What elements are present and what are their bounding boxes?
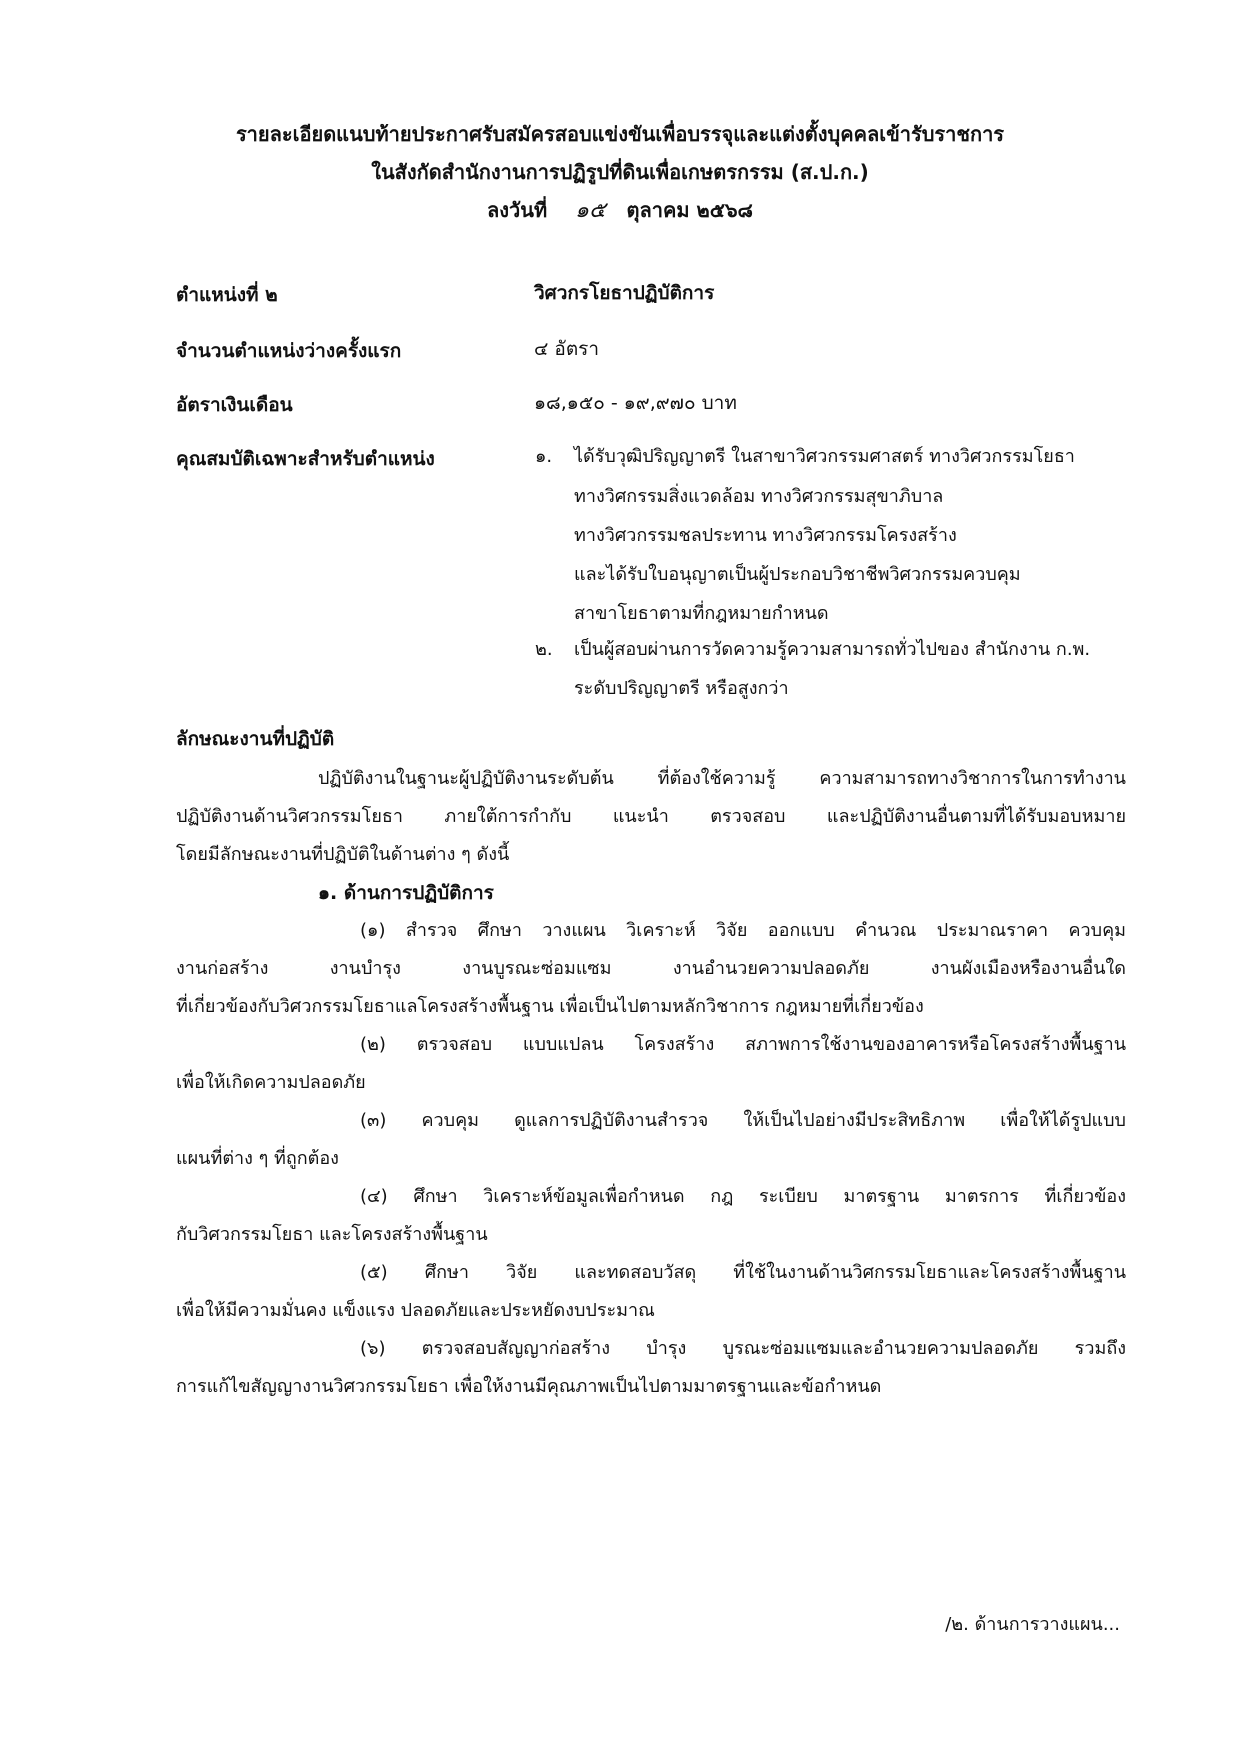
salary-label: อัตราเงินเดือน — [176, 394, 293, 416]
qualification-2-line: ระดับปริญญาตรี หรือสูงกว่า — [574, 678, 789, 699]
date-day-handwritten: ๑๕ — [575, 198, 606, 223]
duty-item-4: (๔) ศึกษา วิเคราะห์ข้อมูลเพื่อกำหนด กฎ ระเบียบ มาตรฐาน มาตรการ ที่เกี่ยวข้อง — [360, 1186, 1126, 1207]
section-1-heading: ๑. ด้านการปฏิบัติการ — [318, 882, 494, 904]
job-description-heading: ลักษณะงานที่ปฏิบัติ — [176, 728, 335, 750]
duty-item-5-cont: เพื่อให้มีความมั่นคง แข็งแรง ปลอดภัยและประหยัดงบประมาณ — [176, 1300, 655, 1321]
header-title-line1: รายละเอียดแนบท้ายประกาศรับสมัครสอบแข่งขันเพื่อบรรจุและแต่งตั้งบุคคลเข้ารับราชการ — [235, 122, 1005, 146]
position-label: ตำแหน่งที่ ๒ — [176, 284, 278, 306]
qualification-1-line: ทางวิศวกรรมชลประทาน ทางวิศวกรรมโครงสร้าง — [574, 525, 957, 546]
duty-item-1: (๑) สำรวจ ศึกษา วางแผน วิเคราะห์ วิจัย ออกแบบ คำนวณ ประมาณราคา ควบคุม — [360, 920, 1126, 941]
qualification-1-line: ทางวิศกรรมสิ่งแวดล้อม ทางวิศวกรรมสุขาภิบาล — [574, 486, 944, 507]
duty-item-6: (๖) ตรวจสอบสัญญาก่อสร้าง บำรุง บูรณะซ่อมแซมและอำนวยความปลอดภัย รวมถึง — [360, 1338, 1126, 1359]
qualification-1-line: และได้รับใบอนุญาตเป็นผู้ประกอบวิชาชีพวิศวกรรมควบคุม — [574, 564, 1021, 585]
duty-item-1-cont: งานก่อสร้าง งานบำรุง งานบูรณะซ่อมแซม งานอำนวยความปลอดภัย งานผังเมืองหรืองานอื่นใด — [176, 958, 1126, 979]
intro-line: ปฏิบัติงานด้านวิศวกรรมโยธา ภายใต้การกำกับ แนะนำ ตรวจสอบ และปฏิบัติงานอื่นตามที่ได้รับมอบหมาย — [176, 806, 1126, 827]
duty-item-4-cont: กับวิศวกรรมโยธา และโครงสร้างพื้นฐาน — [176, 1224, 488, 1245]
date-month-year: ตุลาคม ๒๕๖๘ — [626, 198, 753, 222]
header-title-line2: ในสังกัดสำนักงานการปฏิรูปที่ดินเพื่อเกษตรกรรม (ส.ป.ก.) — [371, 160, 869, 184]
duty-item-5: (๕) ศึกษา วิจัย และทดสอบวัสดุ ที่ใช้ในงานด้านวิศกรรมโยธาและโครงสร้างพื้นฐาน — [360, 1262, 1126, 1283]
salary-value: ๑๘,๑๕๐ - ๑๙,๙๗๐ บาท — [534, 392, 737, 414]
qualification-1-line: ได้รับวุฒิปริญญาตรี ในสาขาวิศวกรรมศาสตร์ ทางวิศวกรรมโยธา — [574, 446, 1075, 467]
page-continuation: /๒. ด้านการวางแผน... — [945, 1614, 1120, 1635]
duty-item-3: (๓) ควบคุม ดูแลการปฏิบัติงานสำรวจ ให้เป็นไปอย่างมีประสิทธิภาพ เพื่อให้ได้รูปแบบ — [360, 1110, 1126, 1131]
duty-item-1-cont: ที่เกี่ยวข้องกับวิศวกรรมโยธาแลโครงสร้างพื้นฐาน เพื่อเป็นไปตามหลักวิชาการ กฎหมายที่เกี่ยวข้อง — [176, 996, 924, 1017]
qualifications-label: คุณสมบัติเฉพาะสำหรับตำแหน่ง — [176, 448, 435, 470]
vacancies-value: ๔ อัตรา — [534, 338, 600, 360]
vacancies-label: จำนวนตำแหน่งว่างครั้งแรก — [176, 340, 402, 362]
date-prefix: ลงวันที่ — [487, 198, 548, 222]
qualification-1-line: สาขาโยธาตามที่กฎหมายกำหนด — [574, 603, 829, 624]
intro-line: โดยมีลักษณะงานที่ปฏิบัติในด้านต่าง ๆ ดังนี้ — [176, 844, 510, 865]
qualification-2-number: ๒. — [535, 639, 553, 660]
intro-line: ปฏิบัติงานในฐานะผู้ปฏิบัติงานระดับต้น ที่ต้องใช้ความรู้ ความสามารถทางวิชาการในการทำงาน — [318, 768, 1126, 789]
position-value: วิศวกรโยธาปฏิบัติการ — [534, 282, 715, 304]
qualification-2-line: เป็นผู้สอบผ่านการวัดความรู้ความสามารถทั่วไปของ สำนักงาน ก.พ. — [574, 639, 1091, 660]
duty-item-6-cont: การแก้ไขสัญญางานวิศวกรรมโยธา เพื่อให้งานมีคุณภาพเป็นไปตามมาตรฐานและข้อกำหนด — [176, 1376, 882, 1397]
duty-item-2: (๒) ตรวจสอบ แบบแปลน โครงสร้าง สภาพการใช้งานของอาคารหรือโครงสร้างพื้นฐาน — [360, 1034, 1126, 1055]
duty-item-2-cont: เพื่อให้เกิดความปลอดภัย — [176, 1072, 366, 1093]
header-date-line — [120, 200, 1120, 222]
qualification-1-number: ๑. — [535, 446, 553, 467]
duty-item-3-cont: แผนที่ต่าง ๆ ที่ถูกต้อง — [176, 1148, 339, 1169]
